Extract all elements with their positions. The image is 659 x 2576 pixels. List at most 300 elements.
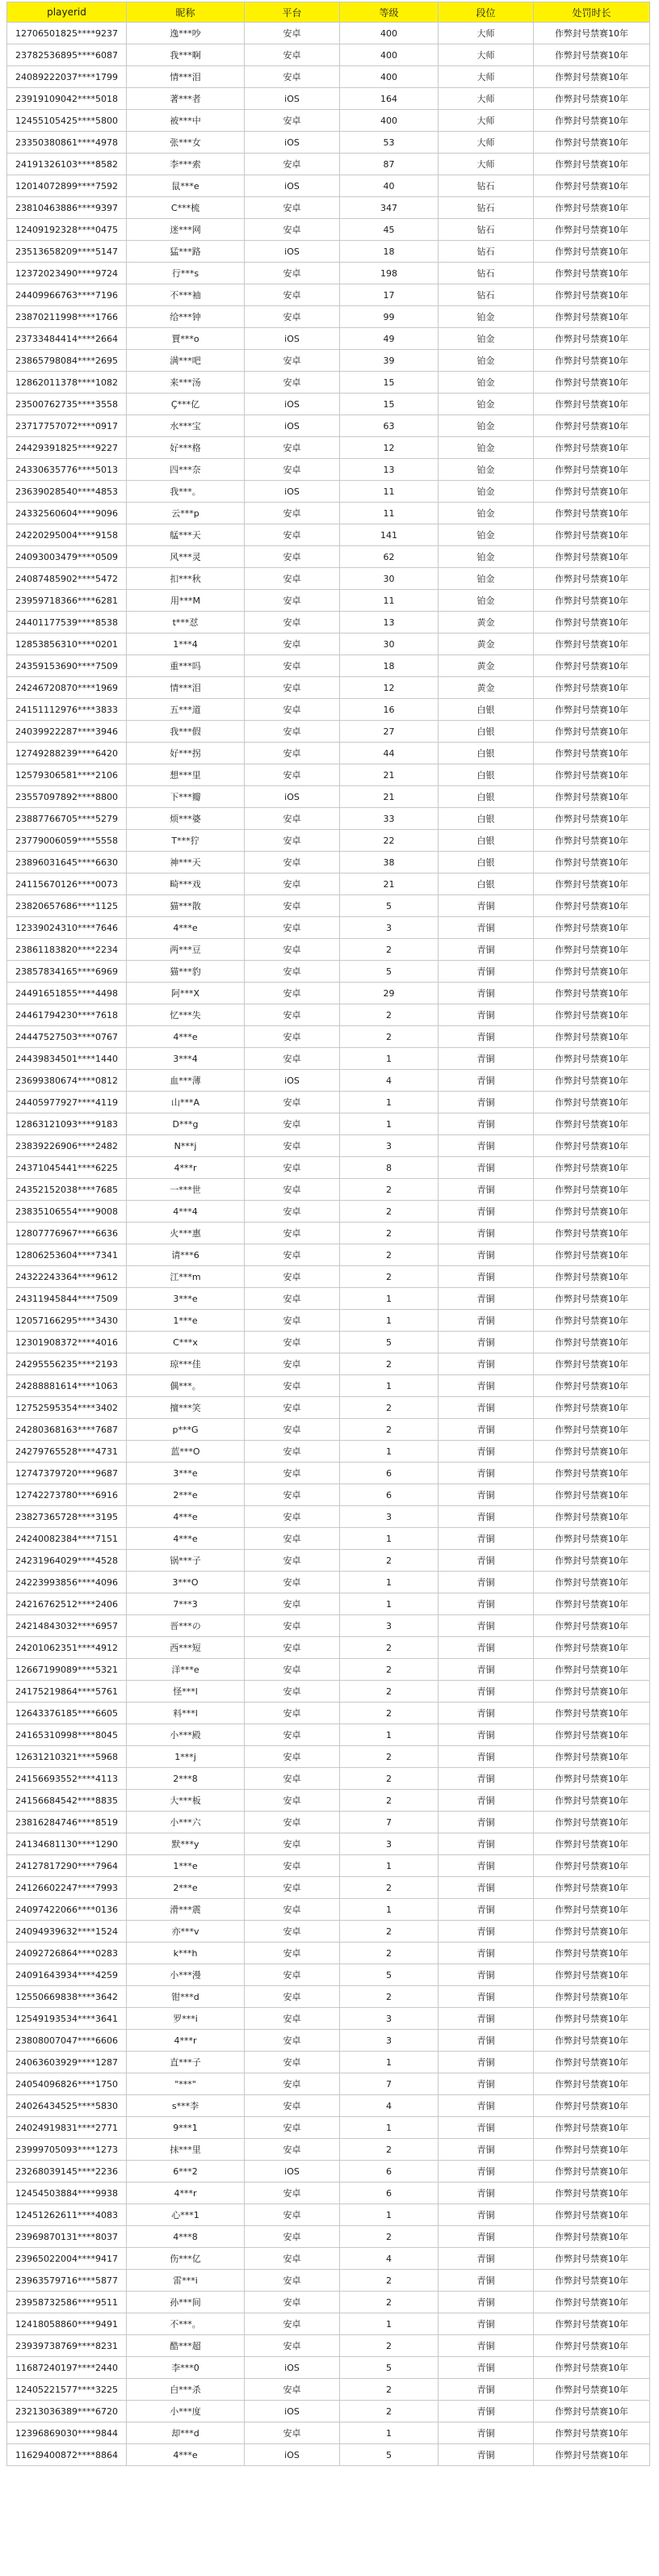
cell-playerid: 24223993856****4096 (7, 1572, 127, 1593)
cell-nickname: 张***女 (127, 132, 245, 154)
table-row (7, 1812, 650, 1833)
cell-playerid: 24115670126****0073 (7, 873, 127, 895)
table-row (7, 306, 650, 328)
cell-penalty: 作弊封号禁赛10年 (534, 1310, 650, 1332)
table-row (7, 1441, 650, 1463)
cell-level: 11 (340, 590, 439, 612)
cell-level: 21 (340, 764, 439, 786)
cell-platform: 安卓 (245, 1593, 340, 1615)
table-row (7, 1615, 650, 1637)
cell-playerid: 12405221577****3225 (7, 2379, 127, 2401)
cell-penalty: 作弊封号禁赛10年 (534, 1659, 650, 1681)
cell-level: 30 (340, 633, 439, 655)
table-row (7, 961, 650, 983)
cell-nickname: 却***d (127, 2422, 245, 2444)
table-body (7, 23, 650, 2466)
cell-penalty: 作弊封号禁赛10年 (534, 110, 650, 132)
cell-platform: 安卓 (245, 1201, 340, 1223)
table-row (7, 2139, 650, 2161)
cell-nickname: 四***奈 (127, 459, 245, 481)
cell-penalty: 作弊封号禁赛10年 (534, 699, 650, 721)
table-row (7, 852, 650, 873)
cell-rank: 青铜 (439, 2073, 534, 2095)
cell-playerid: 24165310998****8045 (7, 1724, 127, 1746)
table-row (7, 1288, 650, 1310)
cell-playerid: 23816284746****8519 (7, 1812, 127, 1833)
cell-penalty: 作弊封号禁赛10年 (534, 154, 650, 175)
table-row (7, 546, 650, 568)
cell-nickname: 重***吗 (127, 655, 245, 677)
cell-platform: 安卓 (245, 721, 340, 743)
cell-playerid: 12643376185****6605 (7, 1703, 127, 1724)
cell-penalty: 作弊封号禁赛10年 (534, 655, 650, 677)
cell-platform: 安卓 (245, 1659, 340, 1681)
cell-rank: 青铜 (439, 1419, 534, 1441)
cell-nickname: 江***m (127, 1266, 245, 1288)
cell-playerid: 12014072899****7592 (7, 175, 127, 197)
cell-penalty: 作弊封号禁赛10年 (534, 2161, 650, 2182)
cell-nickname: 雷***i (127, 2270, 245, 2292)
cell-level: 6 (340, 1484, 439, 1506)
cell-rank: 青铜 (439, 1572, 534, 1593)
cell-penalty: 作弊封号禁赛10年 (534, 939, 650, 961)
cell-level: 1 (340, 1310, 439, 1332)
cell-nickname: 著***者 (127, 88, 245, 110)
cell-nickname: 偶***。 (127, 1375, 245, 1397)
cell-platform: 安卓 (245, 459, 340, 481)
cell-penalty: 作弊封号禁赛10年 (534, 2401, 650, 2422)
cell-penalty: 作弊封号禁赛10年 (534, 2379, 650, 2401)
table-row (7, 66, 650, 88)
cell-nickname: 洋***e (127, 1659, 245, 1681)
cell-penalty: 作弊封号禁赛10年 (534, 1528, 650, 1550)
cell-nickname: C***梳 (127, 197, 245, 219)
cell-level: 30 (340, 568, 439, 590)
cell-nickname: 请***6 (127, 1244, 245, 1266)
cell-nickname: D***g (127, 1113, 245, 1135)
cell-nickname: 李***索 (127, 154, 245, 175)
cell-rank: 青铜 (439, 1004, 534, 1026)
cell-penalty: 作弊封号禁赛10年 (534, 830, 650, 852)
cell-level: 2 (340, 2292, 439, 2313)
cell-playerid: 24330635776****5013 (7, 459, 127, 481)
cell-level: 3 (340, 917, 439, 939)
cell-level: 3 (340, 2008, 439, 2030)
cell-level: 3 (340, 1615, 439, 1637)
cell-nickname: 小***六 (127, 1812, 245, 1833)
cell-rank: 青铜 (439, 1332, 534, 1353)
cell-platform: 安卓 (245, 110, 340, 132)
cell-playerid: 23939738769****8231 (7, 2335, 127, 2357)
cell-nickname: 酷***超 (127, 2335, 245, 2357)
cell-nickname: 猛***路 (127, 241, 245, 263)
cell-playerid: 23827365728****3195 (7, 1506, 127, 1528)
cell-nickname: 畸***戏 (127, 873, 245, 895)
cell-rank: 青铜 (439, 1506, 534, 1528)
cell-penalty: 作弊封号禁赛10年 (534, 1703, 650, 1724)
table-row (7, 1026, 650, 1048)
cell-platform: 安卓 (245, 1332, 340, 1353)
cell-platform: iOS (245, 786, 340, 808)
header-playerid: playerid (7, 2, 127, 23)
cell-platform: 安卓 (245, 1092, 340, 1113)
cell-playerid: 23350380861****4978 (7, 132, 127, 154)
cell-level: 18 (340, 655, 439, 677)
cell-level: 17 (340, 284, 439, 306)
cell-platform: iOS (245, 2444, 340, 2466)
table-row (7, 197, 650, 219)
cell-playerid: 12631210321****5968 (7, 1746, 127, 1768)
cell-level: 2 (340, 2335, 439, 2357)
cell-nickname: 白***杀 (127, 2379, 245, 2401)
cell-rank: 青铜 (439, 939, 534, 961)
cell-nickname: k***h (127, 1943, 245, 1964)
cell-rank: 黄金 (439, 633, 534, 655)
cell-level: 2 (340, 1681, 439, 1703)
cell-nickname: 好***格 (127, 437, 245, 459)
table-row (7, 1877, 650, 1899)
cell-rank: 青铜 (439, 1833, 534, 1855)
cell-platform: 安卓 (245, 154, 340, 175)
cell-playerid: 24240082384****7151 (7, 1528, 127, 1550)
table-row (7, 2204, 650, 2226)
cell-platform: 安卓 (245, 437, 340, 459)
cell-platform: 安卓 (245, 1375, 340, 1397)
cell-penalty: 作弊封号禁赛10年 (534, 1812, 650, 1833)
cell-nickname: 迷***网 (127, 219, 245, 241)
cell-platform: 安卓 (245, 1812, 340, 1833)
table-row (7, 110, 650, 132)
table-row (7, 633, 650, 655)
header-rank: 段位 (439, 2, 534, 23)
cell-nickname: 9***1 (127, 2117, 245, 2139)
cell-level: 400 (340, 44, 439, 66)
cell-rank: 铂金 (439, 481, 534, 503)
cell-level: 2 (340, 1986, 439, 2008)
cell-penalty: 作弊封号禁赛10年 (534, 1724, 650, 1746)
cell-level: 2 (340, 1550, 439, 1572)
table-row (7, 2313, 650, 2335)
cell-playerid: 23639028540****4853 (7, 481, 127, 503)
cell-level: 33 (340, 808, 439, 830)
cell-penalty: 作弊封号禁赛10年 (534, 459, 650, 481)
cell-level: 3 (340, 1135, 439, 1157)
cell-rank: 青铜 (439, 2139, 534, 2161)
cell-penalty: 作弊封号禁赛10年 (534, 2182, 650, 2204)
cell-platform: 安卓 (245, 1986, 340, 2008)
cell-platform: 安卓 (245, 2182, 340, 2204)
cell-level: 13 (340, 612, 439, 633)
header-penalty: 处罚时长 (534, 2, 650, 23)
cell-platform: 安卓 (245, 1288, 340, 1310)
cell-rank: 大师 (439, 110, 534, 132)
table-row (7, 1833, 650, 1855)
table-row (7, 2292, 650, 2313)
cell-platform: 安卓 (245, 939, 340, 961)
cell-penalty: 作弊封号禁赛10年 (534, 219, 650, 241)
cell-penalty: 作弊封号禁赛10年 (534, 612, 650, 633)
cell-rank: 铂金 (439, 437, 534, 459)
cell-platform: iOS (245, 241, 340, 263)
cell-penalty: 作弊封号禁赛10年 (534, 263, 650, 284)
cell-level: 11 (340, 503, 439, 524)
cell-playerid: 24191326103****8582 (7, 154, 127, 175)
cell-penalty: 作弊封号禁赛10年 (534, 132, 650, 154)
cell-nickname: 擅***笑 (127, 1397, 245, 1419)
cell-level: 38 (340, 852, 439, 873)
cell-nickname: 4***e (127, 2444, 245, 2466)
cell-penalty: 作弊封号禁赛10年 (534, 481, 650, 503)
cell-rank: 青铜 (439, 2095, 534, 2117)
cell-platform: 安卓 (245, 2313, 340, 2335)
cell-playerid: 23513658209****5147 (7, 241, 127, 263)
cell-playerid: 24279765528****4731 (7, 1441, 127, 1463)
cell-level: 40 (340, 175, 439, 197)
cell-penalty: 作弊封号禁赛10年 (534, 503, 650, 524)
cell-playerid: 23958732586****9511 (7, 2292, 127, 2313)
cell-platform: 安卓 (245, 1004, 340, 1026)
cell-penalty: 作弊封号禁赛10年 (534, 415, 650, 437)
cell-level: 15 (340, 372, 439, 394)
cell-playerid: 24280368163****7687 (7, 1419, 127, 1441)
cell-nickname: 一***世 (127, 1179, 245, 1201)
table-row (7, 44, 650, 66)
cell-penalty: 作弊封号禁赛10年 (534, 1070, 650, 1092)
cell-rank: 青铜 (439, 2248, 534, 2270)
cell-penalty: 作弊封号禁赛10年 (534, 1572, 650, 1593)
ban-list-container (6, 2, 649, 2466)
cell-nickname: 怪***l (127, 1681, 245, 1703)
cell-level: 6 (340, 1463, 439, 1484)
cell-playerid: 23557097892****8800 (7, 786, 127, 808)
cell-rank: 白银 (439, 873, 534, 895)
cell-playerid: 12706501825****9237 (7, 23, 127, 44)
cell-nickname: 西***短 (127, 1637, 245, 1659)
cell-rank: 大师 (439, 44, 534, 66)
table-row (7, 830, 650, 852)
cell-nickname: 4***e (127, 1026, 245, 1048)
cell-playerid: 24332560604****9096 (7, 503, 127, 524)
table-row (7, 503, 650, 524)
cell-platform: 安卓 (245, 2095, 340, 2117)
cell-playerid: 24089222037****1799 (7, 66, 127, 88)
cell-rank: 钻石 (439, 175, 534, 197)
cell-penalty: 作弊封号禁赛10年 (534, 2052, 650, 2073)
cell-nickname: 琼***佳 (127, 1353, 245, 1375)
cell-platform: 安卓 (245, 961, 340, 983)
cell-nickname: 伤***亿 (127, 2248, 245, 2270)
cell-rank: 青铜 (439, 2052, 534, 2073)
cell-playerid: 23839226906****2482 (7, 1135, 127, 1157)
table-row (7, 1899, 650, 1921)
cell-level: 16 (340, 699, 439, 721)
cell-nickname: 云***p (127, 503, 245, 524)
cell-level: 49 (340, 328, 439, 350)
cell-rank: 青铜 (439, 1026, 534, 1048)
cell-platform: 安卓 (245, 2030, 340, 2052)
cell-platform: 安卓 (245, 852, 340, 873)
cell-platform: iOS (245, 175, 340, 197)
cell-playerid: 24087485902****5472 (7, 568, 127, 590)
cell-level: 2 (340, 1703, 439, 1724)
cell-penalty: 作弊封号禁赛10年 (534, 2073, 650, 2095)
cell-penalty: 作弊封号禁赛10年 (534, 590, 650, 612)
cell-level: 27 (340, 721, 439, 743)
cell-playerid: 23835106554****9008 (7, 1201, 127, 1223)
cell-level: 12 (340, 677, 439, 699)
cell-level: 21 (340, 786, 439, 808)
cell-playerid: 12301908372****4016 (7, 1332, 127, 1353)
table-row (7, 1746, 650, 1768)
cell-platform: 安卓 (245, 2379, 340, 2401)
table-row (7, 1637, 650, 1659)
cell-nickname: 锅***子 (127, 1550, 245, 1572)
header-platform: 平台 (245, 2, 340, 23)
cell-playerid: 24054096826****1750 (7, 2073, 127, 2095)
cell-rank: 青铜 (439, 2030, 534, 2052)
cell-rank: 青铜 (439, 1375, 534, 1397)
cell-platform: 安卓 (245, 1157, 340, 1179)
table-row (7, 1135, 650, 1157)
table-row (7, 808, 650, 830)
cell-level: 2 (340, 939, 439, 961)
cell-platform: 安卓 (245, 612, 340, 633)
cell-platform: 安卓 (245, 2139, 340, 2161)
cell-rank: 青铜 (439, 2444, 534, 2466)
cell-penalty: 作弊封号禁赛10年 (534, 2292, 650, 2313)
cell-playerid: 12863121093****9183 (7, 1113, 127, 1135)
cell-level: 1 (340, 2204, 439, 2226)
table-row (7, 612, 650, 633)
cell-level: 2 (340, 1397, 439, 1419)
cell-rank: 白银 (439, 808, 534, 830)
cell-playerid: 24156693552****4113 (7, 1768, 127, 1790)
table-row (7, 1157, 650, 1179)
cell-rank: 铂金 (439, 415, 534, 437)
table-row (7, 1528, 650, 1550)
cell-rank: 青铜 (439, 2379, 534, 2401)
table-row (7, 2401, 650, 2422)
cell-playerid: 24151112976****3833 (7, 699, 127, 721)
table-row (7, 2444, 650, 2466)
cell-playerid: 24439834501****1440 (7, 1048, 127, 1070)
cell-platform: 安卓 (245, 1484, 340, 1506)
table-row (7, 677, 650, 699)
table-row (7, 786, 650, 808)
table-row (7, 655, 650, 677)
cell-playerid: 23861183820****2234 (7, 939, 127, 961)
table-row (7, 1703, 650, 1724)
cell-nickname: 默***y (127, 1833, 245, 1855)
cell-rank: 黄金 (439, 655, 534, 677)
cell-rank: 青铜 (439, 2313, 534, 2335)
cell-platform: 安卓 (245, 306, 340, 328)
cell-playerid: 12339024310****7646 (7, 917, 127, 939)
cell-platform: iOS (245, 132, 340, 154)
cell-rank: 青铜 (439, 1855, 534, 1877)
table-row (7, 1593, 650, 1615)
cell-rank: 青铜 (439, 1550, 534, 1572)
cell-rank: 青铜 (439, 1746, 534, 1768)
cell-playerid: 24024919831****2771 (7, 2117, 127, 2139)
cell-rank: 青铜 (439, 2182, 534, 2204)
cell-platform: iOS (245, 88, 340, 110)
cell-level: 198 (340, 263, 439, 284)
cell-playerid: 24201062351****4912 (7, 1637, 127, 1659)
cell-penalty: 作弊封号禁赛10年 (534, 633, 650, 655)
cell-platform: 安卓 (245, 1681, 340, 1703)
cell-level: 2 (340, 1768, 439, 1790)
cell-level: 2 (340, 1004, 439, 1026)
cell-playerid: 23500762735****3558 (7, 394, 127, 415)
cell-nickname: 阿***X (127, 983, 245, 1004)
cell-rank: 白银 (439, 699, 534, 721)
cell-rank: 黄金 (439, 612, 534, 633)
cell-penalty: 作弊封号禁赛10年 (534, 2117, 650, 2139)
cell-nickname: 艋***天 (127, 524, 245, 546)
cell-platform: 安卓 (245, 1790, 340, 1812)
cell-penalty: 作弊封号禁赛10年 (534, 808, 650, 830)
cell-nickname: 1***4 (127, 633, 245, 655)
cell-penalty: 作弊封号禁赛10年 (534, 1877, 650, 1899)
cell-playerid: 12747379720****9687 (7, 1463, 127, 1484)
table-row (7, 2357, 650, 2379)
cell-penalty: 作弊封号禁赛10年 (534, 1768, 650, 1790)
table-row (7, 1986, 650, 2008)
cell-platform: 安卓 (245, 1244, 340, 1266)
cell-penalty: 作弊封号禁赛10年 (534, 1048, 650, 1070)
cell-nickname: 小***殿 (127, 1724, 245, 1746)
table-row (7, 1964, 650, 1986)
cell-level: 18 (340, 241, 439, 263)
cell-level: 39 (340, 350, 439, 372)
cell-level: 15 (340, 394, 439, 415)
cell-rank: 青铜 (439, 1113, 534, 1135)
cell-platform: 安卓 (245, 808, 340, 830)
cell-platform: 安卓 (245, 524, 340, 546)
cell-playerid: 23919109042****5018 (7, 88, 127, 110)
cell-penalty: 作弊封号禁赛10年 (534, 764, 650, 786)
cell-rank: 铂金 (439, 394, 534, 415)
cell-rank: 青铜 (439, 1659, 534, 1681)
cell-nickname: p***G (127, 1419, 245, 1441)
cell-playerid: 12853856310****0201 (7, 633, 127, 655)
table-row (7, 2182, 650, 2204)
table-row (7, 2248, 650, 2270)
table-row (7, 2335, 650, 2357)
table-row (7, 1419, 650, 1441)
cell-rank: 大师 (439, 132, 534, 154)
cell-nickname: 情***泪 (127, 677, 245, 699)
table-row (7, 175, 650, 197)
cell-rank: 铂金 (439, 568, 534, 590)
cell-playerid: 23857834165****6969 (7, 961, 127, 983)
cell-platform: iOS (245, 415, 340, 437)
cell-rank: 黄金 (439, 677, 534, 699)
cell-rank: 青铜 (439, 1048, 534, 1070)
cell-penalty: 作弊封号禁赛10年 (534, 66, 650, 88)
cell-level: 1 (340, 1048, 439, 1070)
cell-penalty: 作弊封号禁赛10年 (534, 1899, 650, 1921)
cell-nickname: 4***e (127, 917, 245, 939)
cell-penalty: 作弊封号禁赛10年 (534, 2444, 650, 2466)
cell-playerid: 23959718366****6281 (7, 590, 127, 612)
cell-platform: 安卓 (245, 1353, 340, 1375)
table-row (7, 743, 650, 764)
cell-platform: 安卓 (245, 917, 340, 939)
cell-playerid: 23965022004****9417 (7, 2248, 127, 2270)
cell-nickname: 两***豆 (127, 939, 245, 961)
